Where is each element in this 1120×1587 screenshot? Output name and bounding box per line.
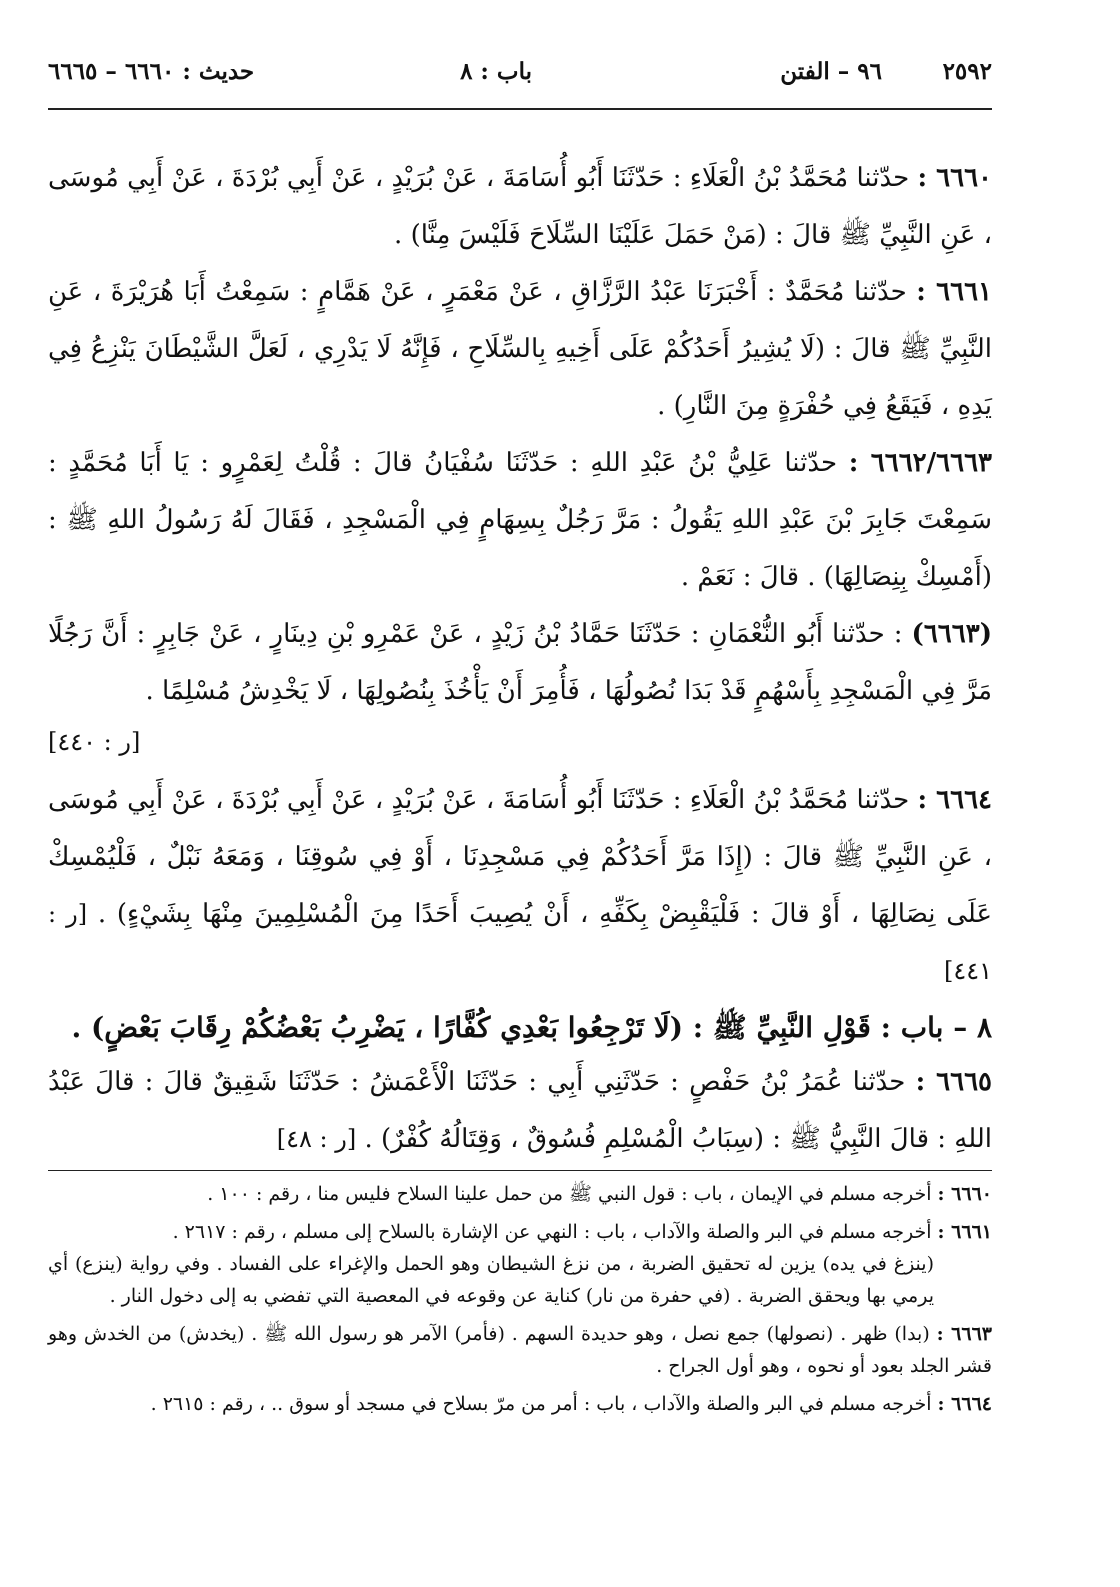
footnote-text: أخرجه مسلم في البر والصلة والآداب ، باب : أمر من مرّ بسلاح في مسجد أو سوق .. ، رقم : ٢٦١٥ . [150, 1393, 932, 1415]
hadith-number: ٦٦٦١ : [916, 277, 992, 307]
hadith-number: ٦٦٦٥ : [915, 1067, 993, 1097]
chapter-heading: ٨ – باب : قَوْلِ النَّبِيِّ ﷺ : (لَا تَرْجِعُوا بَعْدِي كُفَّارًا ، يَضْرِبُ بَعْضُكُمْ رِقَابَ بَعْضٍ) . [71, 1011, 992, 1044]
hadith-text: حدّثنا عُمَرُ بْنُ حَفْصٍ : حَدّثَنِي أَبِي : حَدّثَنَا الْأَعْمَشُ : حَدّثَنَا شَقِيقٌ قالَ : قالَ عَبْدُ اللهِ : قالَ النَّبِيُّ ﷺ : (سِبَابُ الْمُسْلِمِ فُسُوقٌ ، وَقِتَالُهُ كُفْرٌ) . [48, 1067, 992, 1154]
hadith-paragraph [48, 606, 992, 720]
cross-reference: [ر : ٤٤٠] [48, 728, 141, 756]
hadith-text: حدّثنا مُحَمَّدٌ : أَخْبَرَنَا عَبْدُ الرَّزَّاقِ ، عَنْ مَعْمَرٍ ، عَنْ هَمَّامٍ : سَمِعْتُ أَبَا هُرَيْرَةَ ، عَنِ النَّبِيِّ ﷺ قالَ : (لَا يُشِيرُ أَحَدُكُمْ عَلَى أَخِيهِ بِالسِّلَاحِ ، فَإِنَّهُ لَا يَدْرِي ، لَعَلَّ الشَّيْطَانَ يَنْزِعُ فِي يَدِهِ ، فَيَقَعُ فِي حُفْرَةٍ مِنَ النَّارِ) . [48, 277, 992, 421]
hadith-text: حدّثنا عَلِيُّ بْنُ عَبْدِ اللهِ : حَدّثَنَا سُفْيَانُ قالَ : قُلْتُ لِعَمْرٍو : يَا أَبَا مُحَمَّدٍ : سَمِعْتَ جَابِرَ بْنَ عَبْدِ اللهِ يَقُولُ : مَرَّ رَجُلٌ بِسِهَامٍ فِي الْمَسْجِدِ ، فَقَالَ لَهُ رَسُولُ اللهِ ﷺ : (أَمْسِكْ بِنِصَالِهَا) . قالَ : نَعَمْ . [48, 448, 992, 592]
header-rule [48, 108, 992, 110]
footnotes [48, 1178, 992, 1426]
hadith-paragraph [48, 435, 992, 606]
running-header [48, 58, 992, 98]
footnote [48, 1178, 992, 1210]
footnote-number: ٦٦٦١ : [937, 1221, 992, 1243]
footnote-gloss: (ينزغ في يده) يزين له تحقيق الضربة ، من نزغ الشيطان وهو الحمل والإغراء على الفساد . وفي رواية (ينزع) أي يرمي بها ويحقق الضربة . (في حفرة من نار) كناية عن وقوعه في المعصية التي تفضي به إلى دخول النار . [48, 1253, 934, 1307]
hadith-number: ٦٦٦٤ : [917, 785, 992, 815]
footnote-text: أخرجه مسلم في الإيمان ، باب : قول النبي ﷺ من حمل علينا السلاح فليس منا ، رقم : ١٠٠ . [207, 1183, 932, 1205]
bab-indicator: باب : ٨ [460, 58, 532, 85]
footnote-number: ٦٦٦٠ : [937, 1183, 992, 1205]
footnote-text: (بدا) ظهر . (نصولها) جمع نصل ، وهو حديدة السهم . (فأمر) الآمر هو رسول الله ﷺ . (يخدش) من الخدش وهو قشر الجلد بعود أو نحوه ، وهو أول الجراح . [48, 1323, 992, 1377]
hadith-paragraph [48, 1054, 992, 1168]
hadith-text: حدّثنا مُحَمَّدُ بْنُ الْعَلَاءِ : حَدّثَنَا أَبُو أُسَامَةَ ، عَنْ بُرَيْدٍ ، عَنْ أَبِي بُرْدَةَ ، عَنْ أَبِي مُوسَى ، عَنِ النَّبِيِّ ﷺ قالَ : (إِذَا مَرَّ أَحَدُكُمْ فِي مَسْجِدِنَا ، أَوْ فِي سُوقِنَا ، وَمَعَهُ نَبْلٌ ، فَلْيُمْسِكْ عَلَى نِصَالِهَا ، أَوْ قالَ : فَلْيَقْبِضْ بِكَفِّهِ ، أَنْ يُصِيبَ أَحَدًا مِنَ الْمُسْلِمِينَ مِنْهَا بِشَيْءٍ) . [48, 785, 993, 929]
hadith-text: : حدّثنا أَبُو النُّعْمَانِ : حَدّثَنَا حَمَّادُ بْنُ زَيْدٍ ، عَنْ عَمْرِو بْنِ دِينَارٍ ، عَنْ جَابِرٍ : أَنَّ رَجُلًا مَرَّ فِي الْمَسْجِدِ بِأَسْهُمٍ قَدْ بَدَا نُصُولُهَا ، فَأُمِرَ أَنْ يَأْخُذَ بِنُصُولِهَا ، لَا يَخْدِشُ مُسْلِمًا . [48, 619, 992, 706]
book-title: ٩٦ – الفتن [780, 58, 882, 85]
page-number: ٢٥٩٢ [942, 58, 992, 85]
hadith-text: حدّثنا مُحَمَّدُ بْنُ الْعَلَاءِ : حَدّثَنَا أَبُو أُسَامَةَ ، عَنْ بُرَيْدٍ ، عَنْ أَبِي بُرْدَةَ ، عَنْ أَبِي مُوسَى ، عَنِ النَّبِيِّ ﷺ قالَ : (مَنْ حَمَلَ عَلَيْنَا السِّلَاحَ فَلَيْسَ مِنَّا) . [48, 163, 992, 250]
cross-reference: [ر : ٤٤١] [48, 900, 992, 985]
hadith-number: (٦٦٦٣) [911, 619, 993, 649]
footnote [48, 1388, 992, 1420]
footnote-number: ٦٦٦٣ : [936, 1323, 992, 1345]
footnote-rule [48, 1170, 992, 1171]
cross-reference: [ر : ٤٨] [276, 1125, 357, 1153]
footnote-number: ٦٦٦٤ : [937, 1393, 992, 1415]
footnote-text: أخرجه مسلم في البر والصلة والآداب ، باب : النهي عن الإشارة بالسلاح إلى مسلم ، رقم : ٢٦١٧ . [172, 1221, 932, 1243]
footnote [48, 1216, 992, 1312]
hadith-paragraph [48, 772, 992, 1000]
hadith-number: ٦٦٦٢/٦٦٦٣ : [848, 448, 992, 478]
hadith-range: حديث : ٦٦٦٠ – ٦٦٦٥ [48, 58, 255, 85]
main-text [48, 150, 992, 1168]
hadith-paragraph [48, 264, 992, 435]
hadith-number: ٦٦٦٠ : [917, 163, 992, 193]
hadith-paragraph [48, 150, 992, 264]
footnote [48, 1318, 992, 1382]
